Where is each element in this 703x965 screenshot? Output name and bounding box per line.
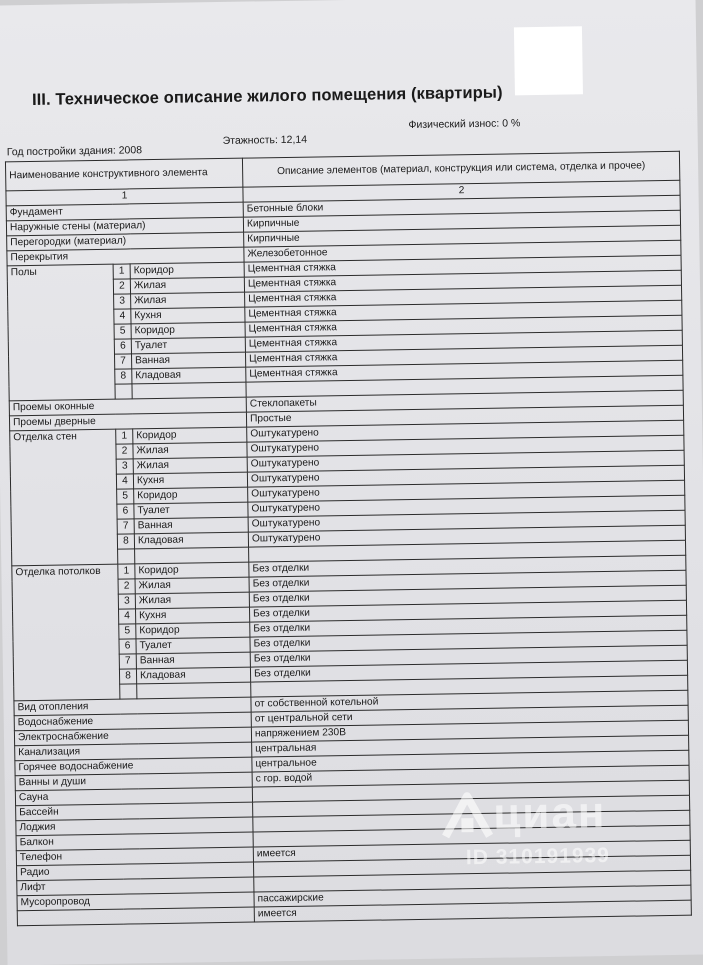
element-description: Кирпичные <box>244 225 681 247</box>
element-description: Без отделки <box>250 660 687 682</box>
room-name: Кухня <box>135 607 249 624</box>
element-description: напряжением 230В <box>251 720 688 742</box>
element-name: Ванны и души <box>15 772 252 791</box>
element-name: Горячее водоснабжение <box>15 757 252 776</box>
element-description: Железобетонное <box>244 240 681 262</box>
element-description: Без отделки <box>250 630 687 652</box>
element-description: Оштукатурено <box>247 435 684 457</box>
element-description: Оштукатурено <box>248 510 685 532</box>
redaction-box <box>514 26 583 95</box>
element-description: имеется <box>254 900 691 922</box>
room-number: 8 <box>115 369 132 384</box>
element-name: Канализация <box>15 742 252 761</box>
floors-label: Полы <box>7 264 115 401</box>
element-description: центральное <box>252 750 689 772</box>
element-description: Без отделки <box>249 570 686 592</box>
room-name: Кухня <box>133 472 247 489</box>
room-name: Жилая <box>135 577 249 594</box>
room-name: Жилая <box>133 457 247 474</box>
element-description: имеется <box>253 840 690 862</box>
element-name: Электроснабжение <box>14 727 251 746</box>
room-name: Туалет <box>134 502 248 519</box>
element-description: от центральной сети <box>251 705 688 727</box>
element-description: Цементная стяжка <box>245 300 682 322</box>
col1-header: Наименование конструктивного элемента <box>5 158 242 191</box>
room-number: 5 <box>117 489 134 504</box>
blank-cell <box>115 384 132 399</box>
room-name: Коридор <box>131 322 245 339</box>
ceilings-label: Отделка потолков <box>12 564 120 701</box>
room-number: 4 <box>116 474 133 489</box>
element-description: Стеклопакеты <box>246 390 683 412</box>
col1-number: 1 <box>6 187 243 206</box>
element-description: Без отделки <box>249 555 686 577</box>
element-description: Оштукатурено <box>247 450 684 472</box>
element-name: Проемы оконные <box>9 397 246 416</box>
room-number: 7 <box>119 654 136 669</box>
room-name: Коридор <box>134 487 248 504</box>
room-number: 1 <box>113 264 130 279</box>
blank-cell <box>120 684 137 699</box>
room-number: 2 <box>113 279 130 294</box>
element-name: Лифт <box>17 877 254 896</box>
room-number: 7 <box>114 354 131 369</box>
room-name: Коридор <box>130 262 244 279</box>
element-description: Оштукатурено <box>247 465 684 487</box>
element-description: Цементная стяжка <box>244 270 681 292</box>
element-description: Оштукатурено <box>248 480 685 502</box>
room-name: Коридор <box>133 427 247 444</box>
room-number: 4 <box>119 609 136 624</box>
technical-description-table <box>5 151 692 927</box>
room-name: Коридор <box>136 622 250 639</box>
element-description: Цементная стяжка <box>245 330 682 352</box>
room-name: Кладовая <box>136 667 250 684</box>
element-description: Цементная стяжка <box>246 360 683 382</box>
element-description: Оштукатурено <box>248 525 685 547</box>
col2-header: Описание элементов (материал, конструкция или система, отделка и прочее) <box>242 151 679 187</box>
room-name: Ванная <box>131 352 245 369</box>
element-name: Перекрытия <box>7 247 244 266</box>
element-description: Без отделки <box>250 600 687 622</box>
element-description: с гор. водой <box>252 765 689 787</box>
room-number: 8 <box>119 669 136 684</box>
element-name: Телефон <box>16 847 253 866</box>
element-name: Балкон <box>16 832 253 851</box>
room-number: 5 <box>119 624 136 639</box>
element-description: от собственной котельной <box>251 690 688 712</box>
room-number: 3 <box>116 459 133 474</box>
element-description: Цементная стяжка <box>245 285 682 307</box>
year-built: Год постройки здания: 2008 <box>6 144 143 159</box>
room-number: 2 <box>118 579 135 594</box>
element-name: Бассейн <box>16 802 253 821</box>
element-name: Фундамент <box>6 202 243 221</box>
element-description: Оштукатурено <box>247 420 684 442</box>
element-name: Наружные стены (материал) <box>6 217 243 236</box>
room-name: Кухня <box>131 307 245 324</box>
room-number: 1 <box>118 564 135 579</box>
room-number: 5 <box>114 324 131 339</box>
element-name: Лоджия <box>16 817 253 836</box>
element-description: Оштукатурено <box>248 495 685 517</box>
walls-label: Отделка стен <box>10 429 118 566</box>
element-description: Без отделки <box>249 585 686 607</box>
element-name: Мусоропровод <box>17 892 254 911</box>
room-name: Коридор <box>135 562 249 579</box>
element-name: Сауна <box>15 787 252 806</box>
room-name: Туалет <box>136 637 250 654</box>
room-number: 3 <box>114 294 131 309</box>
element-name: Водоснабжение <box>14 712 251 731</box>
element-description: Кирпичные <box>243 210 680 232</box>
room-number: 6 <box>117 504 134 519</box>
element-description: Бетонные блоки <box>243 195 680 217</box>
element-description: Цементная стяжка <box>246 345 683 367</box>
room-number: 6 <box>114 339 131 354</box>
element-name: Проемы дверные <box>9 412 246 431</box>
col2-number: 2 <box>243 180 680 202</box>
room-name: Ванная <box>136 652 250 669</box>
element-description: центральная <box>252 735 689 757</box>
section-title: III. Техническое описание жилого помещения (квартиры) <box>31 83 503 109</box>
room-name: Жилая <box>130 277 244 294</box>
physical-wear: Физический износ: 0 % <box>408 117 521 132</box>
element-name: Перегородки (материал) <box>7 232 244 251</box>
watermark-brand: циан <box>492 788 607 839</box>
blank-cell <box>118 549 135 564</box>
room-name: Жилая <box>131 292 245 309</box>
room-number: 4 <box>114 309 131 324</box>
room-number: 2 <box>116 444 133 459</box>
room-number: 7 <box>117 519 134 534</box>
element-description: пассажирские <box>254 885 691 907</box>
room-name: Туалет <box>131 337 245 354</box>
element-description: Простые <box>246 405 683 427</box>
element-description: Цементная стяжка <box>244 255 681 277</box>
element-name: Вид отопления <box>14 697 251 716</box>
watermark-id: ID 310191939 <box>465 843 611 870</box>
floors-count: Этажность: 12,14 <box>222 133 308 147</box>
element-description: Без отделки <box>250 645 687 667</box>
element-description: Без отделки <box>250 615 687 637</box>
room-name: Жилая <box>133 442 247 459</box>
room-name: Кладовая <box>132 367 246 384</box>
element-name: Радио <box>17 862 254 881</box>
element-name <box>17 907 254 926</box>
room-number: 3 <box>118 594 135 609</box>
room-name: Ванная <box>134 517 248 534</box>
room-number: 1 <box>116 429 133 444</box>
element-description: Цементная стяжка <box>245 315 682 337</box>
room-number: 8 <box>117 534 134 549</box>
room-name: Кладовая <box>134 532 248 549</box>
room-number: 6 <box>119 639 136 654</box>
room-name: Жилая <box>135 592 249 609</box>
